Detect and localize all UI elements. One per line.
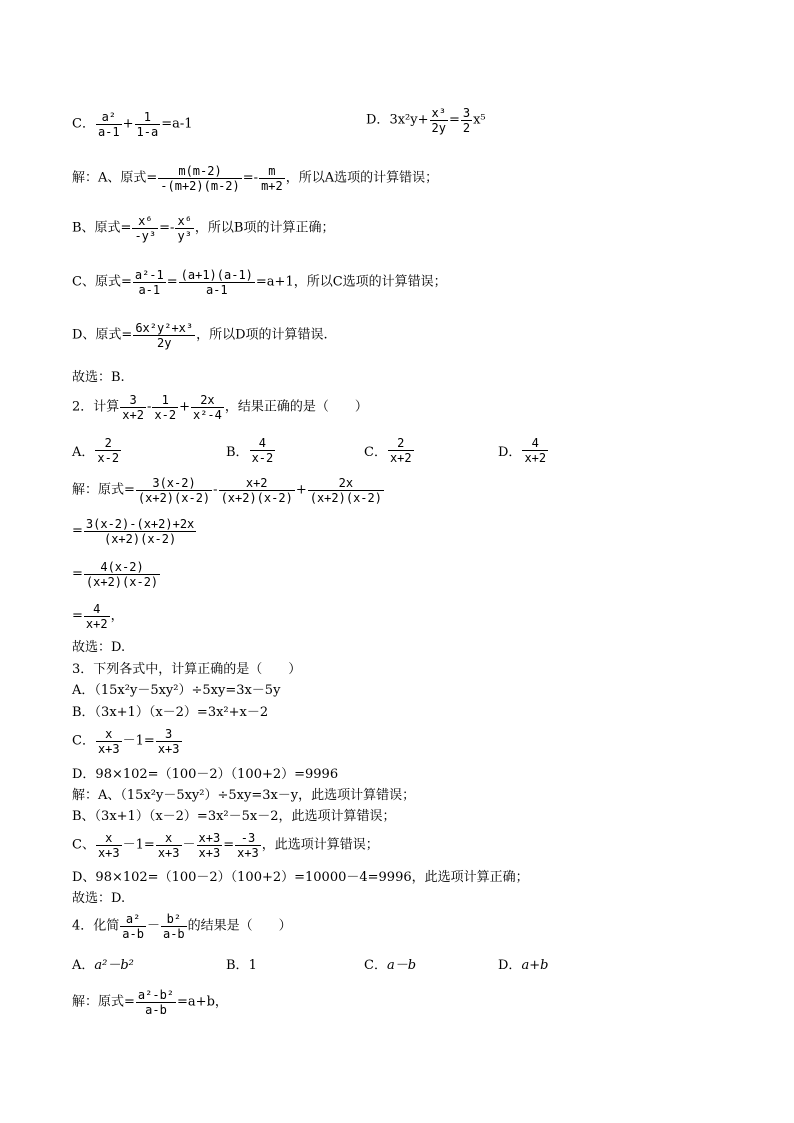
q3-solution-d: D、98×102=（100－2）（100+2）=10000－4=9996，此选项计算正确；: [72, 870, 529, 885]
q3-answer: 故选：D.: [72, 891, 126, 906]
q3-option-d: D．98×102=（100－2）（100+2）=9996: [72, 767, 339, 782]
fraction: $\frac{m(m-2)}{-(m+2)(m-2)}$: [160, 164, 240, 193]
fraction: $\frac{x}{x+3}$: [157, 831, 180, 860]
fraction: $\frac{\text{x⁶}}{\text{-y³}}$: [134, 214, 157, 243]
q2-option-c: C． $\frac{2}{x+2}$: [364, 436, 412, 465]
fraction: $\frac{1}{1-a}$: [136, 110, 159, 139]
fraction: $\frac{x}{x+3}$: [97, 727, 120, 756]
q2-option-a: A． $\frac{2}{x-2}$: [72, 436, 120, 465]
fraction: $\frac{\text{a²-b²}}{a-b}$: [137, 988, 175, 1017]
q1-solution-b: B、原式= $\frac{\text{x⁶}}{\text{-y³}}$ =- $\frac{\text{x⁶}}{\text{y³}}$ ，所以B项的计算正确；: [72, 214, 335, 243]
fraction: $\frac{2}{x+2}$: [389, 436, 412, 465]
fraction: $\frac{4}{x+2}$: [524, 436, 547, 465]
fraction: $\frac{\text{a²-1}}{a-1}$: [134, 268, 164, 297]
q3-solution-b: B、（3x+1）（x－2）=3x²－5x－2，此选项计算错误；: [72, 809, 396, 824]
fraction: $\frac{\text{6x²y²+x³}}{2y}$: [135, 321, 194, 350]
q1-answer: 故选：B.: [72, 370, 125, 385]
fraction: $\frac{1}{x-2}$: [154, 393, 177, 422]
fraction: $\frac{3(x-2)-(x+2)+2x}{(x+2)(x-2)}$: [85, 517, 195, 546]
q4-option-c: C．a－b: [364, 958, 417, 973]
fraction: $\frac{3(x-2)}{(x+2)(x-2)}$: [137, 476, 211, 505]
fraction: $\frac{3}{2}$: [462, 106, 471, 135]
fraction: $\frac{2x}{\text{x²-4}}$: [192, 393, 222, 422]
fraction: $\frac{3}{x+2}$: [122, 393, 144, 422]
q2-option-d: D． $\frac{4}{x+2}$: [498, 436, 547, 465]
fraction: $\frac{x}{x+3}$: [97, 831, 120, 860]
q2-stem: 2．计算 $\frac{3}{x+2}$ - $\frac{1}{x-2}$ + $\frac{2x}{\text{x²-4}}$ ，结果正确的是（ ）: [72, 393, 368, 422]
q2-solution-step3: = $\frac{4(x-2)}{(x+2)(x-2)}$: [72, 560, 159, 589]
fraction: $\frac{(a+1)(a-1)}{a-1}$: [180, 268, 253, 297]
q2-solution-step1: 解：原式= $\frac{3(x-2)}{(x+2)(x-2)}$ - $\frac{x+2}{(x+2)(x-2)}$ + $\frac{2x}{(x+2)(x-2)}$: [72, 476, 382, 505]
q3-solution-a: 解：A、（15x²y－5xy²）÷5xy=3x－y，此选项计算错误；: [72, 788, 416, 803]
fraction: $\frac{-3}{x+3}$: [237, 831, 259, 860]
q1-solution-d: D、原式= $\frac{\text{6x²y²+x³}}{2y}$ ，所以D项的计算错误.: [72, 321, 328, 350]
fraction: $\frac{4(x-2)}{(x+2)(x-2)}$: [85, 560, 159, 589]
fraction: $\frac{x+2}{(x+2)(x-2)}$: [220, 476, 293, 505]
q3-option-c: C． $\frac{x}{x+3}$ －1= $\frac{3}{x+3}$: [72, 727, 180, 756]
q2-answer: 故选：D.: [72, 640, 126, 655]
q2-option-b: B． $\frac{4}{x-2}$: [226, 436, 274, 465]
fraction: $\frac{m}{m+2}$: [261, 164, 283, 193]
fraction: $\frac{\text{b²}}{a-b}$: [162, 912, 185, 941]
fraction: $\frac{4}{x-2}$: [251, 436, 274, 465]
q3-solution-c: C、 $\frac{x}{x+3}$ －1= $\frac{x}{x+3}$ － $\frac{x+3}{x+3}$ = $\frac{-3}{x+3}$ ，此选项计算错误；: [72, 831, 379, 860]
q3-option-a: A．（15x²y－5xy²）÷5xy=3x－5y: [72, 683, 281, 698]
fraction: $\frac{\text{a²}}{a-b}$: [122, 912, 144, 941]
q4-option-a: A．a²－b²: [72, 958, 134, 973]
q3-option-b: B．（3x+1）（x－2）=3x²+x－2: [72, 705, 269, 720]
fraction: $\frac{x+3}{x+3}$: [198, 831, 221, 860]
q4-option-b: B．1: [226, 958, 257, 973]
q1-option-c: C． $\frac{\text{a²}}{a-1}$ + $\frac{1}{1-a}$ =a-1: [72, 110, 193, 139]
fraction: $\frac{2}{x-2}$: [97, 436, 120, 465]
q4-solution: 解：原式= $\frac{\text{a²-b²}}{a-b}$ =a+b，: [72, 988, 228, 1017]
q4-stem: 4．化简 $\frac{\text{a²}}{a-b}$ － $\frac{\text{b²}}{a-b}$ 的结果是（ ）: [72, 912, 292, 941]
q2-solution-step2: = $\frac{3(x-2)-(x+2)+2x}{(x+2)(x-2)}$: [72, 517, 195, 546]
q3-stem: 3．下列各式中，计算正确的是（ ）: [72, 662, 302, 677]
q1-option-d: D．3x²y+ $\frac{\text{x³}}{2y}$ = $\frac{3}{2}$ x⁵: [366, 106, 486, 135]
fraction: $\frac{\text{x⁶}}{\text{y³}}$: [177, 214, 192, 243]
fraction: $\frac{4}{x+2}$: [85, 602, 108, 631]
fraction: $\frac{2x}{(x+2)(x-2)}$: [309, 476, 382, 505]
fraction: $\frac{\text{x³}}{2y}$: [431, 106, 446, 135]
q1-solution-a: 解：A、原式= $\frac{m(m-2)}{-(m+2)(m-2)}$ =- $\frac{m}{m+2}$ ，所以A选项的计算错误；: [72, 164, 439, 193]
q1-solution-c: C、原式= $\frac{\text{a²-1}}{a-1}$ = $\frac{(a+1)(a-1)}{a-1}$ =a+1，所以C选项的计算错误；: [72, 268, 447, 297]
q4-option-d: D．a+b: [498, 958, 549, 973]
fraction: $\frac{\text{a²}}{a-1}$: [97, 110, 120, 139]
fraction: $\frac{3}{x+3}$: [157, 727, 180, 756]
q2-solution-step4: = $\frac{4}{x+2}$ ，: [72, 602, 124, 631]
